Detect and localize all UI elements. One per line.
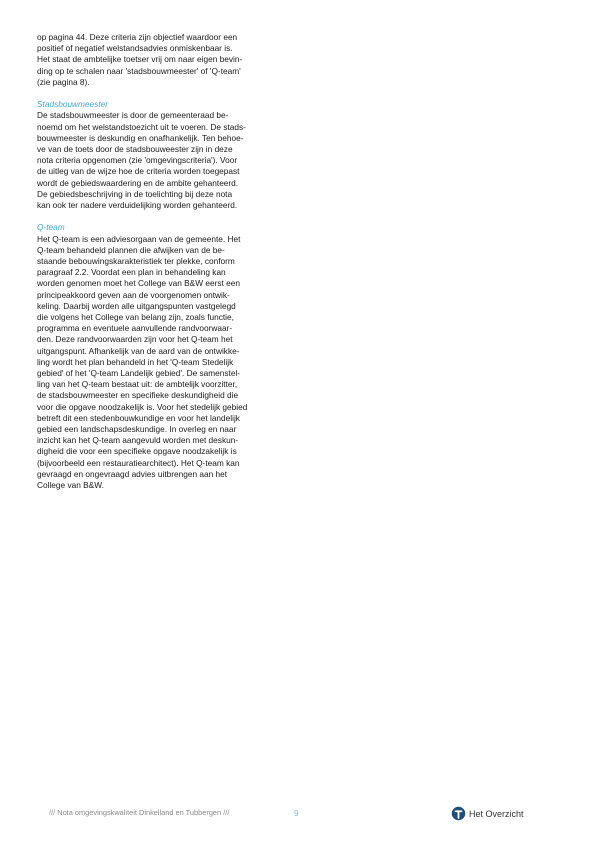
paragraph-line: ling wordt het plan behandeld in het 'Q-team Stedelijk — [37, 356, 234, 367]
paragraph-line: nota criteria opgenomen (zie 'omgevingscriteria'). Voor — [37, 155, 238, 166]
paragraph-line: Q-team behandeld plannen die afwijken van de be- — [37, 244, 225, 255]
paragraph-line: uitgangspunt. Afhankelijk van de aard van de ontwikke- — [37, 345, 240, 356]
paragraph-line: gebied' of het 'Q-team Landelijk gebied'. De samenstel- — [37, 368, 241, 379]
paragraph-line: principeakkoord geven aan de voorgenomen ontwik- — [37, 289, 230, 300]
paragraph-line: (bijvoorbeeld een restauratiearchitect). Het Q-team kan — [37, 457, 240, 468]
paragraph-line: ling van het Q-team bestaat uit: de ambtelijk voorzitter, — [37, 379, 238, 390]
footer-logo — [451, 806, 524, 821]
paragraph-line: inzicht kan het Q-team aangevuld worden met deskun- — [37, 435, 239, 446]
footer-document-title: Nota omgevingskwaliteit Dinkelland en Tubbergen — [57, 808, 222, 817]
paragraph-line: worden genomen moet het College van B&W eerst een — [37, 278, 240, 289]
page-number: 9 — [294, 808, 299, 818]
teardrop-logo-icon — [451, 806, 466, 821]
paragraph-line: positief of negatief welstandsadvies onmiskenbaar is. — [37, 43, 233, 54]
paragraph-line: (zie pagina 8). — [37, 76, 90, 87]
paragraph-line: voor die opgave noodzakelijk is. Voor het stedelijk gebied — [37, 401, 248, 412]
paragraph-line: den. Deze randvoorwaarden zijn voor het Q-team het — [37, 334, 233, 345]
paragraph-line: de stadsbouwmeester en specifieke deskundigheid die — [37, 390, 239, 401]
paragraph-line: bouwmeester is deskundig en onafhankelijk. Ten behoe- — [37, 132, 244, 143]
paragraph-gap — [37, 88, 292, 99]
section-heading: Stadsbouwmeester — [37, 99, 109, 110]
footer-right-slashes: /// — [223, 808, 230, 817]
footer-title — [49, 808, 229, 817]
section-heading: Q-team — [37, 222, 65, 233]
paragraph-line: paragraaf 2.2. Voordat een plan in behandeling kan — [37, 267, 226, 278]
body-text-column — [37, 32, 292, 491]
paragraph-line: digheid die voor een specifieke opgave noodzakelijk is — [37, 446, 237, 457]
paragraph-line: De stadsbouwmeester is door de gemeenteraad be- — [37, 110, 229, 121]
paragraph-line: op pagina 44. Deze criteria zijn objectief waardoor een — [37, 32, 238, 42]
paragraph-line: kan ook ter nadere verduidelijking worden gehanteerd. — [37, 200, 238, 211]
paragraph-line: De gebiedsbeschrijving in de toelichting bij deze nota — [37, 188, 233, 199]
paragraph-line: die volgens het College van belang zijn, zoals functie, — [37, 312, 234, 323]
paragraph-line: gevraagd en ongevraagd advies uitbrengen aan het — [37, 468, 228, 479]
paragraph-line: ding op te schalen naar 'stadsbouwmeester' of 'Q-team' — [37, 65, 241, 76]
paragraph-line: Het staat de ambtelijke toetser vrij om naar eigen bevin- — [37, 54, 243, 65]
paragraph-line: programma en eventuele aanvullende randvoorwaar- — [37, 323, 233, 334]
paragraph-line: betreft dit een stedenbouwkundige en voor het landelijk — [37, 412, 240, 423]
paragraph-line: College van B&W. — [37, 480, 104, 491]
paragraph-line: ve van de toets door de stadsbouweester zijn in deze — [37, 144, 233, 155]
footer-left-slashes: /// — [49, 808, 56, 817]
paragraph-line: noemd om het welstandstoezicht uit te voeren. De stads- — [37, 121, 246, 132]
paragraph-line: gebied een landschapsdeskundige. In overleg en naar — [37, 424, 237, 435]
paragraph-line: de uitleg van de wijze hoe de criteria worden toegepast — [37, 166, 240, 177]
paragraph-line: staande bebouwingskarakteristiek ter plekke, conform — [37, 256, 235, 267]
paragraph-gap — [37, 211, 292, 222]
paragraph-line: Het Q-team is een adviesorgaan van de gemeente. Het — [37, 233, 241, 244]
logo-text: Het Overzicht — [469, 808, 524, 819]
paragraph-line: wordt de gebiedswaardering en de ambite gehanteerd. — [37, 177, 239, 188]
paragraph-line: keling. Daarbij worden alle uitgangspunten vastgelegd — [37, 300, 236, 311]
